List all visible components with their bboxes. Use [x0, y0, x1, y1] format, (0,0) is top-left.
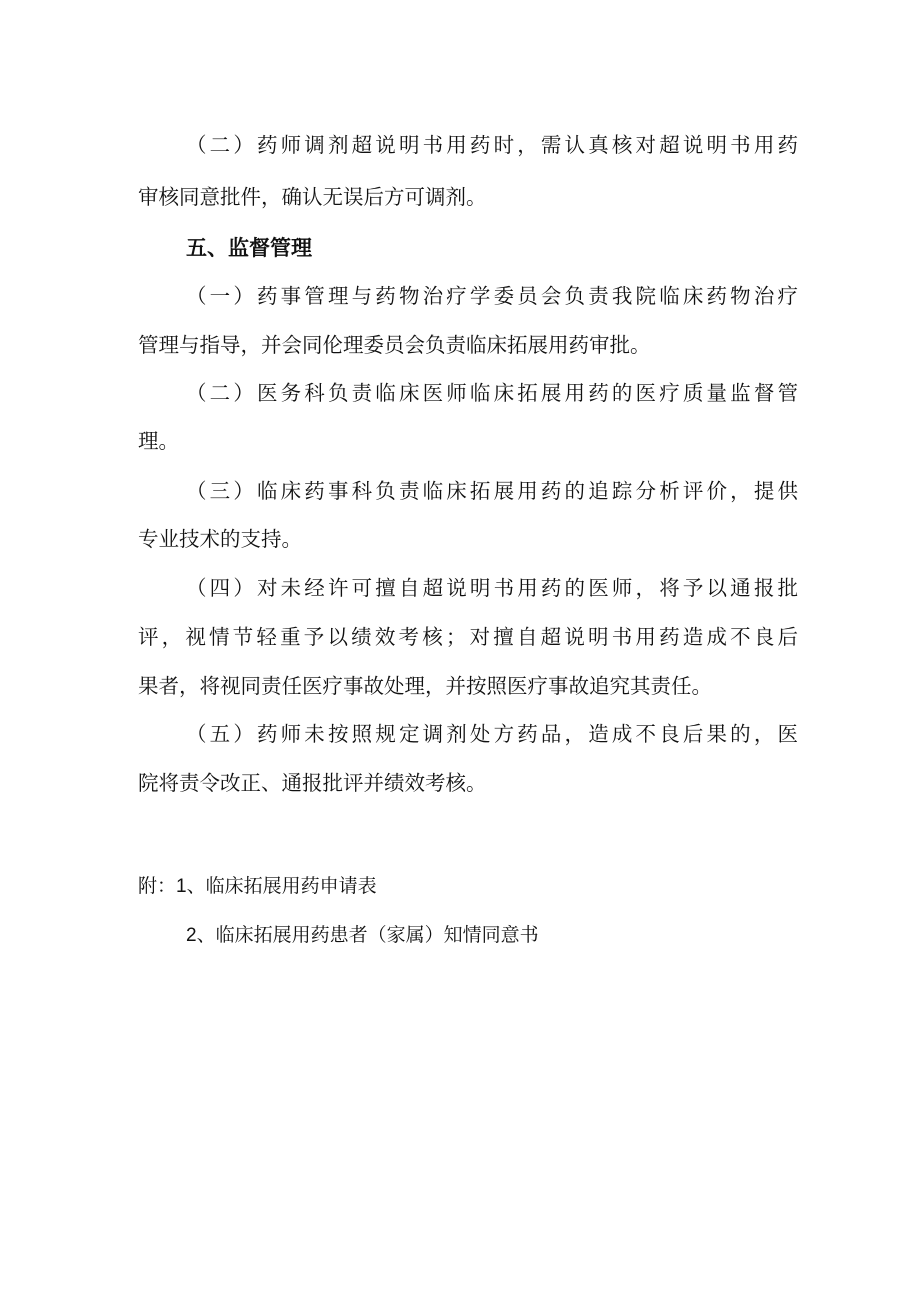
paragraph-line: 评，视情节轻重予以绩效考核；对擅自超说明书用药造成不良后 — [138, 625, 798, 649]
section-heading: 五、监督管理 — [186, 236, 312, 260]
paragraph-line: 审核同意批件，确认无误后方可调剂。 — [138, 185, 487, 209]
attachment-item: 2、临床拓展用药患者（家属）知情同意书 — [186, 925, 539, 946]
paragraph-line: 院将责令改正、通报批评并绩效考核。 — [138, 771, 487, 795]
attachment-item: 附：1、临床拓展用药申请表 — [138, 876, 377, 897]
paragraph-line: 管理与指导，并会同伦理委员会负责临床拓展用药审批。 — [138, 333, 651, 357]
paragraph-line: （四）对未经许可擅自超说明书用药的医师，将予以通报批 — [186, 576, 798, 600]
paragraph-line: （一）药事管理与药物治疗学委员会负责我院临床药物治疗 — [186, 284, 798, 308]
paragraph-line: （二）药师调剂超说明书用药时，需认真核对超说明书用药 — [186, 133, 798, 157]
paragraph-line: （三）临床药事科负责临床拓展用药的追踪分析评价，提供 — [186, 479, 798, 503]
paragraph-line: 专业技术的支持。 — [138, 527, 302, 551]
paragraph-line: 理。 — [138, 429, 179, 453]
paragraph-line: （二）医务科负责临床医师临床拓展用药的医疗质量监督管 — [186, 381, 798, 405]
paragraph-line: （五）药师未按照规定调剂处方药品，造成不良后果的，医 — [186, 722, 798, 746]
paragraph-line: 果者，将视同责任医疗事故处理，并按照医疗事故追究其责任。 — [138, 674, 712, 698]
